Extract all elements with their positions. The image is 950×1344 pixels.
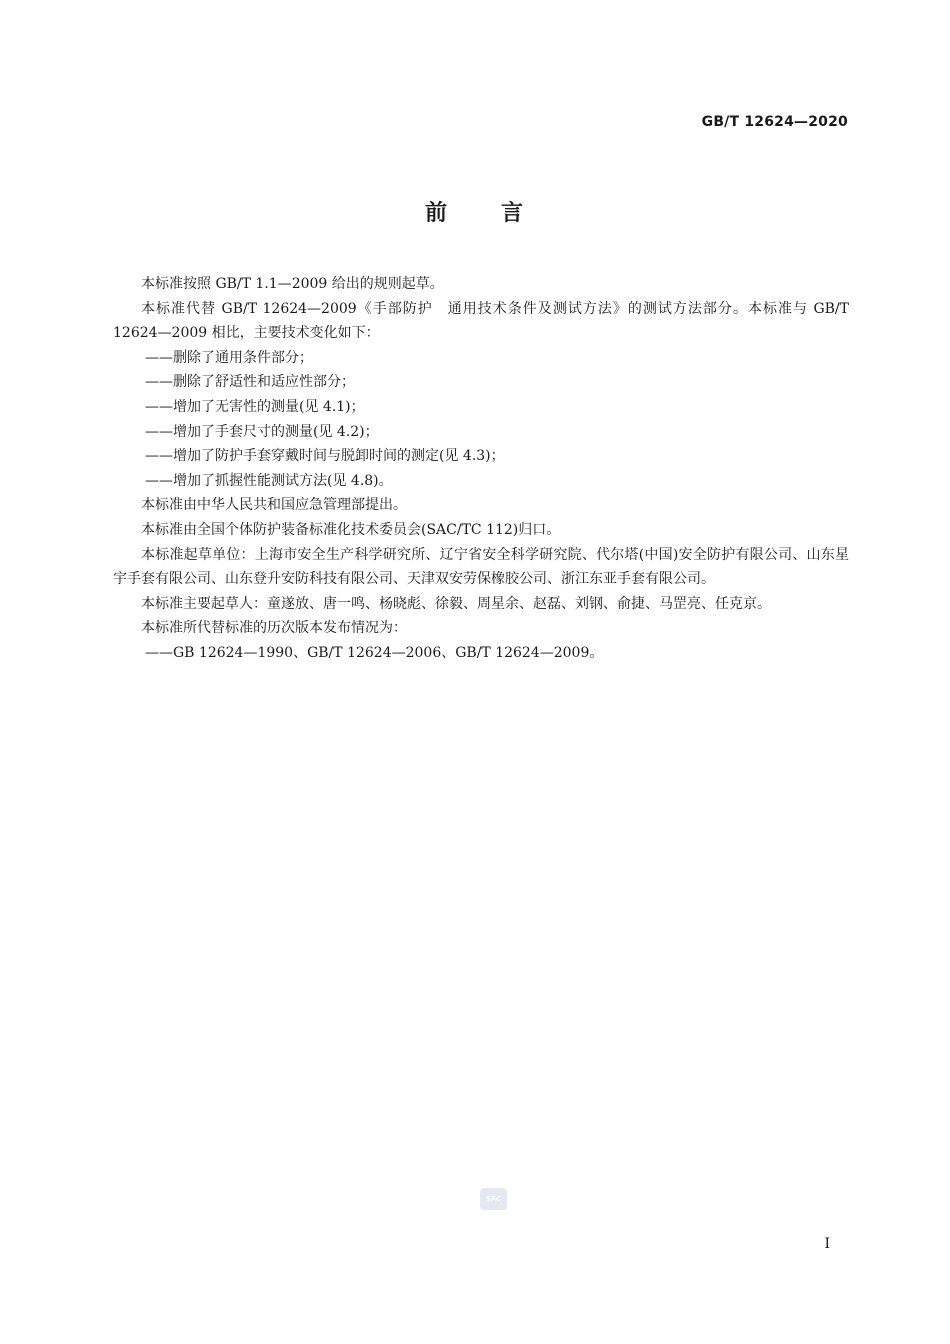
standard-code-header: GB/T 12624—2020: [701, 114, 848, 130]
sac-logo-watermark: [480, 1188, 507, 1210]
list-item: ——删除了舒适性和适应性部分；: [145, 374, 355, 391]
list-item: ——增加了手套尺寸的测量(见 4.2)；: [145, 423, 379, 440]
paragraph: 本标准起草单位：上海市安全生产科学研究所、辽宁省安全科学研究院、代尔塔(中国)安全防护有限公司、山东星宇手套有限公司、山东登升安防科技有限公司、天津双安劳保橡胶公司、浙江东亚手套有限公司。: [113, 546, 849, 588]
list-item: ——增加了无害性的测量(见 4.1)；: [145, 398, 365, 415]
paragraph: 本标准按照 GB/T 1.1—2009 给出的规则起草。: [141, 276, 444, 292]
paragraph: 本标准由中华人民共和国应急管理部提出。: [141, 497, 407, 514]
list-item: ——GB 12624—1990、GB/T 12624—2006、GB/T 12624—2009。: [145, 644, 604, 661]
paragraph: 本标准所代替标准的历次版本发布情况为：: [141, 620, 407, 637]
paragraph: 本标准代替 GB/T 12624—2009《手部防护 通用技术条件及测试方法》的测试方法部分。本标准与 GB/T 12624—2009 相比，主要技术变化如下：: [113, 300, 849, 342]
page-title-left: 前: [424, 201, 449, 226]
list-item: ——删除了通用条件部分；: [145, 349, 313, 366]
foreword-body: [113, 272, 849, 666]
page-title: [0, 196, 950, 227]
sac-logo-text: SAC: [485, 1195, 502, 1203]
paragraph: 本标准由全国个体防护装备标准化技术委员会(SAC/TC 112)归口。: [141, 521, 561, 538]
paragraph: 本标准主要起草人：童遂放、唐一鸣、杨晓彪、徐毅、周星余、赵磊、刘钢、俞捷、马罡亮、任克京。: [141, 595, 771, 612]
page-title-right: 言: [501, 201, 526, 226]
list-item: ——增加了防护手套穿戴时间与脱卸时间的测定(见 4.3)；: [145, 448, 505, 465]
list-item: ——增加了抓握性能测试方法(见 4.8)。: [145, 472, 393, 489]
page-number: I: [824, 1236, 830, 1252]
